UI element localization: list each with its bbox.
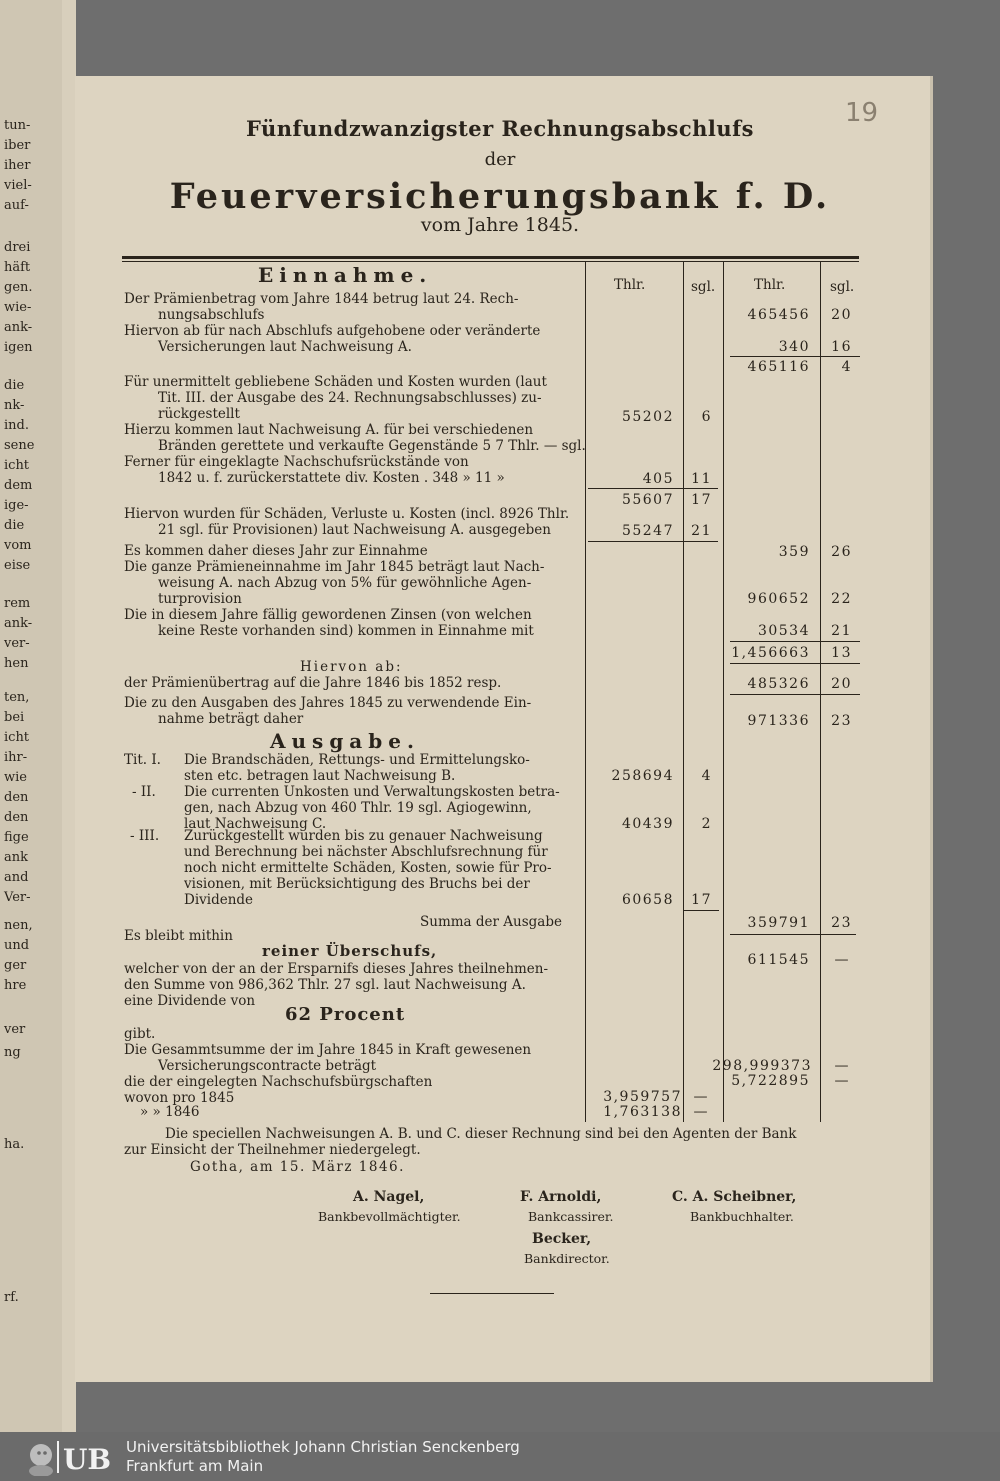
value-cell: 971336 bbox=[747, 713, 810, 729]
margin-word: nk- bbox=[4, 398, 25, 413]
margin-word: ha. bbox=[4, 1137, 25, 1152]
margin-word: igen bbox=[4, 340, 33, 355]
text-line: Hiervon ab: bbox=[300, 659, 403, 675]
margin-word: Ver- bbox=[4, 890, 31, 905]
value-cell: 55607 bbox=[621, 492, 674, 508]
margin-word: ank bbox=[4, 850, 29, 865]
value-cell: 17 bbox=[691, 492, 712, 508]
col-header-sgl-2: sgl. bbox=[830, 279, 855, 295]
text-line: Hierzu kommen laut Nachweisung A. für bei verschiedenen bbox=[124, 422, 534, 438]
value-cell: 405 bbox=[642, 471, 674, 487]
margin-word: ank- bbox=[4, 616, 33, 631]
text-line: - II. bbox=[132, 784, 156, 800]
value-cell: — bbox=[834, 952, 850, 968]
margin-word: ger bbox=[4, 958, 27, 973]
margin-word: den bbox=[4, 790, 29, 805]
text-line: Hiervon wurden für Schäden, Verluste u. Kosten (incl. 8926 Thlr. bbox=[124, 506, 570, 522]
margin-word: rf. bbox=[4, 1290, 19, 1305]
value-cell: 5,722895 bbox=[731, 1073, 810, 1089]
text-line: Die currenten Unkosten und Verwaltungskosten betra- bbox=[184, 784, 560, 800]
signature-name: F. Arnoldi, bbox=[520, 1189, 602, 1205]
value-cell: 611545 bbox=[747, 952, 810, 968]
value-cell: 11 bbox=[691, 471, 712, 487]
pencil-page-number: 19 bbox=[845, 98, 879, 128]
value-cell: 4 bbox=[841, 359, 852, 375]
margin-word: wie bbox=[4, 770, 27, 785]
margin-word: tun- bbox=[4, 118, 31, 133]
col-header-thlr-2: Thlr. bbox=[754, 277, 786, 293]
margin-word: ver- bbox=[4, 636, 30, 651]
margin-word: fige bbox=[4, 830, 29, 845]
sum-rule bbox=[588, 541, 718, 542]
margin-word: ige- bbox=[4, 498, 29, 513]
section-heading-ausgabe: Ausgabe. bbox=[270, 729, 420, 753]
margin-word: iher bbox=[4, 158, 31, 173]
margin-word: die bbox=[4, 518, 25, 533]
sum-rule bbox=[683, 910, 719, 911]
ub-logo-icon bbox=[27, 1438, 117, 1476]
text-line: Summa der Ausgabe bbox=[420, 914, 562, 930]
header-rule-thin bbox=[122, 261, 859, 262]
margin-word: sene bbox=[4, 438, 35, 453]
value-cell: 258694 bbox=[611, 768, 674, 784]
value-cell: — bbox=[834, 1073, 850, 1089]
place-date: Gotha, am 15. März 1846. bbox=[190, 1159, 405, 1175]
margin-word: hen bbox=[4, 656, 29, 671]
text-line: den Summe von 986,362 Thlr. 27 sgl. laut Nachweisung A. bbox=[124, 977, 526, 993]
value-cell: 465456 bbox=[747, 307, 810, 323]
text-line: Versicherungscontracte beträgt bbox=[158, 1058, 377, 1074]
sum-rule bbox=[730, 934, 856, 935]
text-line: Tit. I. bbox=[124, 752, 161, 768]
margin-word: iber bbox=[4, 138, 31, 153]
value-cell: 21 bbox=[831, 623, 852, 639]
text-line: nahme beträgt daher bbox=[158, 711, 304, 727]
value-cell: 340 bbox=[778, 339, 810, 355]
margin-word: nen, bbox=[4, 918, 33, 933]
signature-role: Bankbuchhalter. bbox=[690, 1209, 794, 1224]
title-line-2: der bbox=[484, 149, 516, 170]
text-line: Die ganze Prämieneinnahme im Jahr 1845 beträgt laut Nach- bbox=[124, 559, 545, 575]
value-cell: 13 bbox=[831, 645, 852, 661]
value-cell: 55202 bbox=[621, 409, 674, 425]
library-name-line-1: Universitätsbibliothek Johann Christian Senckenberg bbox=[126, 1438, 520, 1456]
sum-rule bbox=[730, 641, 860, 642]
sum-rule bbox=[730, 663, 860, 664]
value-cell: 1,763138 bbox=[603, 1104, 682, 1120]
document-page bbox=[75, 76, 933, 1382]
value-cell: 960652 bbox=[747, 591, 810, 607]
value-cell: 55247 bbox=[621, 523, 674, 539]
value-cell: 6 bbox=[701, 409, 712, 425]
text-line: gen, nach Abzug von 460 Thlr. 19 sgl. Agiogewinn, bbox=[184, 800, 532, 816]
value-cell: 30534 bbox=[757, 623, 810, 639]
margin-word: icht bbox=[4, 458, 30, 473]
col-header-thlr-1: Thlr. bbox=[614, 277, 646, 293]
value-cell: 359 bbox=[778, 544, 810, 560]
text-line: 21 sgl. für Provisionen) laut Nachweisung A. ausgegeben bbox=[158, 522, 551, 538]
signature-name: A. Nagel, bbox=[353, 1189, 425, 1205]
text-line: die der eingelegten Nachschufsbürgschaften bbox=[124, 1074, 433, 1090]
title-main: Feuerversicherungsbank f. D. bbox=[169, 176, 831, 217]
margin-word: ihr- bbox=[4, 750, 28, 765]
margin-word: eise bbox=[4, 558, 31, 573]
margin-word: ten, bbox=[4, 690, 30, 705]
value-cell: 23 bbox=[831, 915, 852, 931]
value-cell: 2 bbox=[701, 816, 712, 832]
text-line: visionen, mit Berücksichtigung des Bruchs bei der bbox=[184, 876, 530, 892]
text-line: Hiervon ab für nach Abschlufs aufgehobene oder veränderte bbox=[124, 323, 541, 339]
value-cell: 21 bbox=[691, 523, 712, 539]
text-line: nungsabschlufs bbox=[158, 307, 265, 323]
margin-word: gen. bbox=[4, 280, 33, 295]
margin-word: and bbox=[4, 870, 29, 885]
value-cell: — bbox=[834, 1058, 850, 1074]
text-line: Ferner für eingeklagte Nachschufsrückstände von bbox=[124, 454, 469, 470]
text-line: sten etc. betragen laut Nachweisung B. bbox=[184, 768, 456, 784]
text-line: Zurückgestellt wurden bis zu genauer Nachweisung bbox=[184, 828, 543, 844]
dividend-percent: 62 Procent bbox=[285, 1004, 406, 1025]
text-line: Es bleibt mithin bbox=[124, 928, 233, 944]
value-cell: 1,456663 bbox=[731, 645, 810, 661]
margin-word: drei bbox=[4, 240, 31, 255]
margin-word: ank- bbox=[4, 320, 33, 335]
value-cell: 485326 bbox=[747, 676, 810, 692]
value-cell: 4 bbox=[701, 768, 712, 784]
text-line: wovon pro 1845 bbox=[124, 1090, 235, 1106]
value-cell: 26 bbox=[831, 544, 852, 560]
text-line: welcher von der an der Ersparnifs dieses Jahres theilnehmen- bbox=[124, 961, 549, 977]
margin-word: die bbox=[4, 378, 25, 393]
value-cell: 17 bbox=[691, 892, 712, 908]
value-cell: 359791 bbox=[747, 915, 810, 931]
sum-rule bbox=[588, 488, 718, 489]
signature-role: Bankcassirer. bbox=[528, 1209, 614, 1224]
text-line: Bränden gerettete und verkaufte Gegenstände 5 7 Thlr. — sgl. bbox=[158, 438, 586, 454]
column-rule-4 bbox=[820, 262, 821, 1122]
text-line: Die Brandschäden, Rettungs- und Ermittelungsko- bbox=[184, 752, 530, 768]
value-cell: 465116 bbox=[747, 359, 810, 375]
text-line: Die in diesem Jahre fällig gewordenen Zinsen (von welchen bbox=[124, 607, 532, 623]
title-year: vom Jahre 1845. bbox=[420, 214, 580, 236]
margin-word: dem bbox=[4, 478, 33, 493]
text-line: und Berechnung bei nächster Abschlufsrechnung für bbox=[184, 844, 548, 860]
margin-word: hre bbox=[4, 978, 27, 993]
value-cell: — bbox=[693, 1104, 709, 1120]
text-line: Dividende bbox=[184, 892, 254, 908]
sum-rule bbox=[730, 356, 860, 357]
text-line: Es kommen daher dieses Jahr zur Einnahme bbox=[124, 543, 428, 559]
margin-word: häft bbox=[4, 260, 31, 275]
text-line-emphasis: reiner Überschufs, bbox=[262, 942, 438, 960]
signature-name: C. A. Scheibner, bbox=[672, 1189, 797, 1205]
margin-word: und bbox=[4, 938, 30, 953]
sum-rule bbox=[730, 694, 860, 695]
text-line: weisung A. nach Abzug von 5% für gewöhnliche Agen- bbox=[158, 575, 532, 591]
library-name bbox=[126, 1438, 520, 1476]
text-line: Für unermittelt gebliebene Schäden und Kosten wurden (laut bbox=[124, 374, 547, 390]
library-name-line-2: Frankfurt am Main bbox=[126, 1457, 264, 1475]
text-line: Tit. III. der Ausgabe des 24. Rechnungsabschlusses) zu- bbox=[158, 390, 542, 406]
signature-role: Bankbevollmächtigter. bbox=[318, 1209, 461, 1224]
closing-note: Die speciellen Nachweisungen A. B. und C. dieser Rechnung sind bei den Agenten der Bank bbox=[165, 1126, 797, 1142]
signature-name: Becker, bbox=[532, 1231, 592, 1247]
text-line: rückgestellt bbox=[158, 406, 240, 422]
text-line: turprovision bbox=[158, 591, 242, 607]
text-line: - III. bbox=[130, 828, 160, 844]
text-line: noch nicht ermittelte Schäden, Kosten, sowie für Pro- bbox=[184, 860, 552, 876]
value-cell: 20 bbox=[831, 307, 852, 323]
closing-rule bbox=[430, 1293, 554, 1294]
col-header-sgl-1: sgl. bbox=[691, 279, 716, 295]
value-cell: 298,999373 bbox=[712, 1058, 812, 1074]
value-cell: 40439 bbox=[621, 816, 674, 832]
section-heading-einnahme: Einnahme. bbox=[258, 263, 433, 287]
value-cell: 23 bbox=[831, 713, 852, 729]
value-cell: 20 bbox=[831, 676, 852, 692]
margin-word: den bbox=[4, 810, 29, 825]
library-footer bbox=[0, 1432, 1000, 1481]
margin-word: auf- bbox=[4, 198, 29, 213]
margin-word: ind. bbox=[4, 418, 29, 433]
text-line: Der Prämienbetrag vom Jahre 1844 betrug laut 24. Rech- bbox=[124, 291, 519, 307]
column-rule-1 bbox=[585, 262, 586, 1122]
column-rule-3 bbox=[723, 262, 724, 1122]
column-rule-2 bbox=[683, 262, 684, 1122]
margin-word: rem bbox=[4, 596, 31, 611]
ub-logo-text: UB bbox=[63, 1443, 112, 1476]
text-line: gibt. bbox=[124, 1026, 156, 1042]
margin-word: bei bbox=[4, 710, 25, 725]
closing-note: zur Einsicht der Theilnehmer niedergelegt. bbox=[124, 1142, 421, 1158]
value-cell: — bbox=[693, 1089, 709, 1105]
value-cell: 60658 bbox=[621, 892, 674, 908]
text-line: » » 1846 bbox=[140, 1104, 200, 1120]
header-rule-thick bbox=[122, 256, 859, 259]
value-cell: 3,959757 bbox=[603, 1089, 682, 1105]
margin-word: vom bbox=[4, 538, 32, 553]
signature-role: Bankdirector. bbox=[524, 1251, 610, 1266]
value-cell: 16 bbox=[831, 339, 852, 355]
margin-word: icht bbox=[4, 730, 30, 745]
margin-word: ng bbox=[4, 1045, 21, 1060]
text-line: eine Dividende von bbox=[124, 993, 256, 1009]
margin-word: viel- bbox=[4, 178, 32, 193]
text-line: Versicherungen laut Nachweisung A. bbox=[158, 339, 412, 355]
text-line: Die Gesammtsumme der im Jahre 1845 in Kraft gewesenen bbox=[124, 1042, 532, 1058]
margin-word: ver bbox=[4, 1022, 26, 1037]
text-line: laut Nachweisung C. bbox=[184, 816, 327, 832]
title-line-1: Fünfundzwanzigster Rechnungsabschlufs bbox=[245, 116, 754, 141]
text-line: Die zu den Ausgaben des Jahres 1845 zu verwendende Ein- bbox=[124, 695, 532, 711]
margin-word: wie- bbox=[4, 300, 32, 315]
text-line: 1842 u. f. zurückerstattete div. Kosten . 348 » 11 » bbox=[158, 470, 505, 486]
text-line: keine Reste vorhanden sind) kommen in Einnahme mit bbox=[158, 623, 534, 639]
text-line: der Prämienübertrag auf die Jahre 1846 bis 1852 resp. bbox=[124, 675, 502, 691]
value-cell: 22 bbox=[831, 591, 852, 607]
